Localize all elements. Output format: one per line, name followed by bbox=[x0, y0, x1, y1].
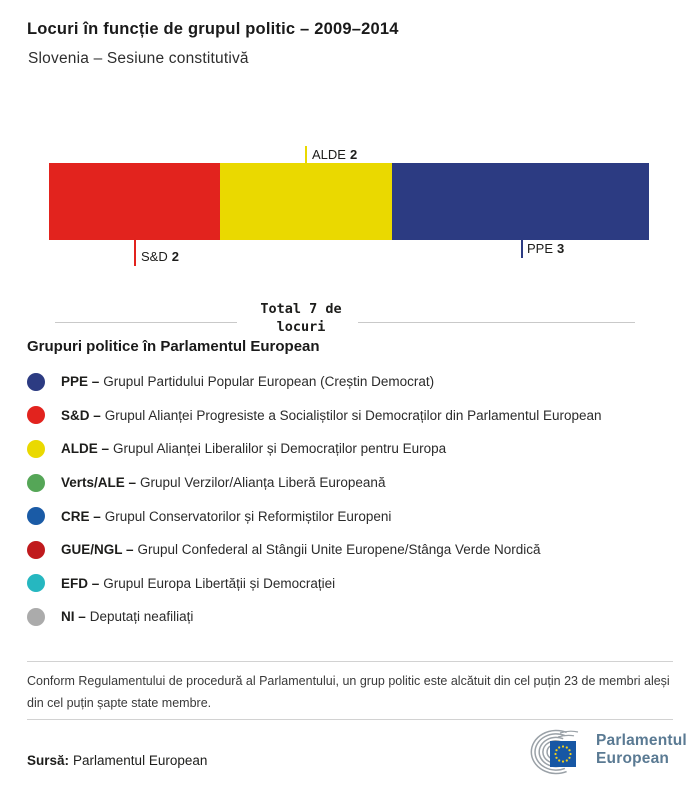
legend-item-verts-ale bbox=[27, 466, 602, 500]
sd-callout bbox=[141, 249, 179, 264]
alde-tick-line bbox=[305, 146, 307, 163]
page-subtitle: Slovenia – Sesiune constitutivă bbox=[28, 50, 249, 67]
ppe-color-dot bbox=[27, 373, 45, 391]
legend-name: Grupul Confederal al Stângii Unite Europene/Stânga Verde Nordică bbox=[137, 542, 541, 558]
footer-divider-top bbox=[27, 661, 673, 662]
legend-item-ni bbox=[27, 600, 602, 634]
alde-callout-label: ALDE bbox=[312, 147, 346, 162]
legend-name: Deputați neafiliați bbox=[89, 609, 194, 625]
legend-name: Grupul Partidului Popular European (Creștin Democrat) bbox=[103, 374, 435, 390]
ep-logo-text-line1: Parlamentul bbox=[596, 732, 687, 750]
verts-ale-color-dot bbox=[27, 474, 45, 492]
legend-abbr: ALDE – bbox=[61, 441, 110, 457]
source-label: Sursă: bbox=[27, 753, 70, 768]
footer-divider-bottom bbox=[27, 719, 673, 720]
total-divider-left bbox=[55, 322, 237, 323]
ppe-callout-label: PPE bbox=[527, 241, 554, 256]
legend-item-label bbox=[61, 509, 391, 524]
total-divider-right bbox=[358, 322, 635, 323]
sd-callout-value: 2 bbox=[171, 249, 179, 264]
bar-segment-sd bbox=[49, 163, 220, 240]
legend-name: Grupul Alianței Progresiste a Socialiștilor si Democraților din Parlamentul European bbox=[104, 407, 602, 423]
legend-item-efd bbox=[27, 567, 602, 601]
legend-item-label bbox=[61, 609, 193, 624]
ep-hemicycle-mark bbox=[514, 724, 590, 776]
legend-item-label bbox=[61, 408, 602, 423]
legend-list bbox=[27, 365, 602, 634]
alde-callout bbox=[312, 147, 357, 162]
legend-abbr: Verts/ALE – bbox=[61, 475, 137, 491]
sd-tick-line bbox=[134, 240, 136, 266]
legend-abbr: NI – bbox=[61, 609, 86, 625]
alde-callout-value: 2 bbox=[349, 147, 358, 162]
legend-item-label bbox=[61, 542, 541, 557]
page-title: Locuri în funcție de grupul politic – 2009–2014 bbox=[27, 20, 399, 38]
legend-item-label bbox=[61, 374, 434, 389]
legend-item-label bbox=[61, 576, 335, 591]
legend-item-ppe bbox=[27, 365, 602, 399]
legend-abbr: EFD – bbox=[61, 575, 100, 591]
ep-logo-text-line2: European bbox=[596, 750, 670, 767]
bar-segment-alde bbox=[220, 163, 391, 240]
total-seats-label: Total 7 de locuri bbox=[260, 301, 342, 335]
ep-logo-text bbox=[596, 732, 687, 768]
ppe-callout-value: 3 bbox=[557, 241, 565, 256]
legend-abbr: GUE/NGL – bbox=[61, 542, 134, 558]
efd-color-dot bbox=[27, 574, 45, 592]
legend-abbr: PPE – bbox=[61, 374, 100, 390]
eu-flag bbox=[550, 741, 576, 767]
alde-color-dot bbox=[27, 440, 45, 458]
legend-name: Grupul Europa Libertății și Democrației bbox=[103, 575, 336, 591]
stacked-seat-bar bbox=[49, 163, 649, 240]
gue-ngl-color-dot bbox=[27, 541, 45, 559]
legend-heading: Grupuri politice în Parlamentul European bbox=[27, 338, 320, 355]
ppe-callout bbox=[527, 241, 564, 256]
legend-name: Grupul Verzilor/Alianța Liberă Europeană bbox=[140, 475, 386, 491]
bar-segment-ppe bbox=[392, 163, 649, 240]
legend-name: Grupul Alianței Liberalilor și Democraților pentru Europa bbox=[113, 441, 447, 457]
legend-name: Grupul Conservatorilor și Reformiștilor Europeni bbox=[104, 508, 392, 524]
legend-item-cre bbox=[27, 499, 602, 533]
legend-item-alde bbox=[27, 432, 602, 466]
source-value: Parlamentul European bbox=[73, 753, 208, 768]
sd-color-dot bbox=[27, 406, 45, 424]
cre-color-dot bbox=[27, 507, 45, 525]
legend-item-sd bbox=[27, 399, 602, 433]
ppe-tick-line bbox=[521, 240, 523, 258]
legend-item-gue-ngl bbox=[27, 533, 602, 567]
legend-abbr: CRE – bbox=[61, 508, 101, 524]
footnote: Conform Regulamentului de procedură al Parlamentului, un grup politic este alcătuit din cel puțin 23 de membri aleși din cel puțin șapte state membre. bbox=[27, 674, 670, 710]
legend-item-label bbox=[61, 475, 385, 490]
sd-callout-label: S&D bbox=[141, 249, 168, 264]
ni-color-dot bbox=[27, 608, 45, 626]
source-line bbox=[27, 753, 207, 768]
legend-abbr: S&D – bbox=[61, 407, 101, 423]
legend-item-label bbox=[61, 441, 446, 456]
european-parliament-logo bbox=[514, 724, 687, 776]
